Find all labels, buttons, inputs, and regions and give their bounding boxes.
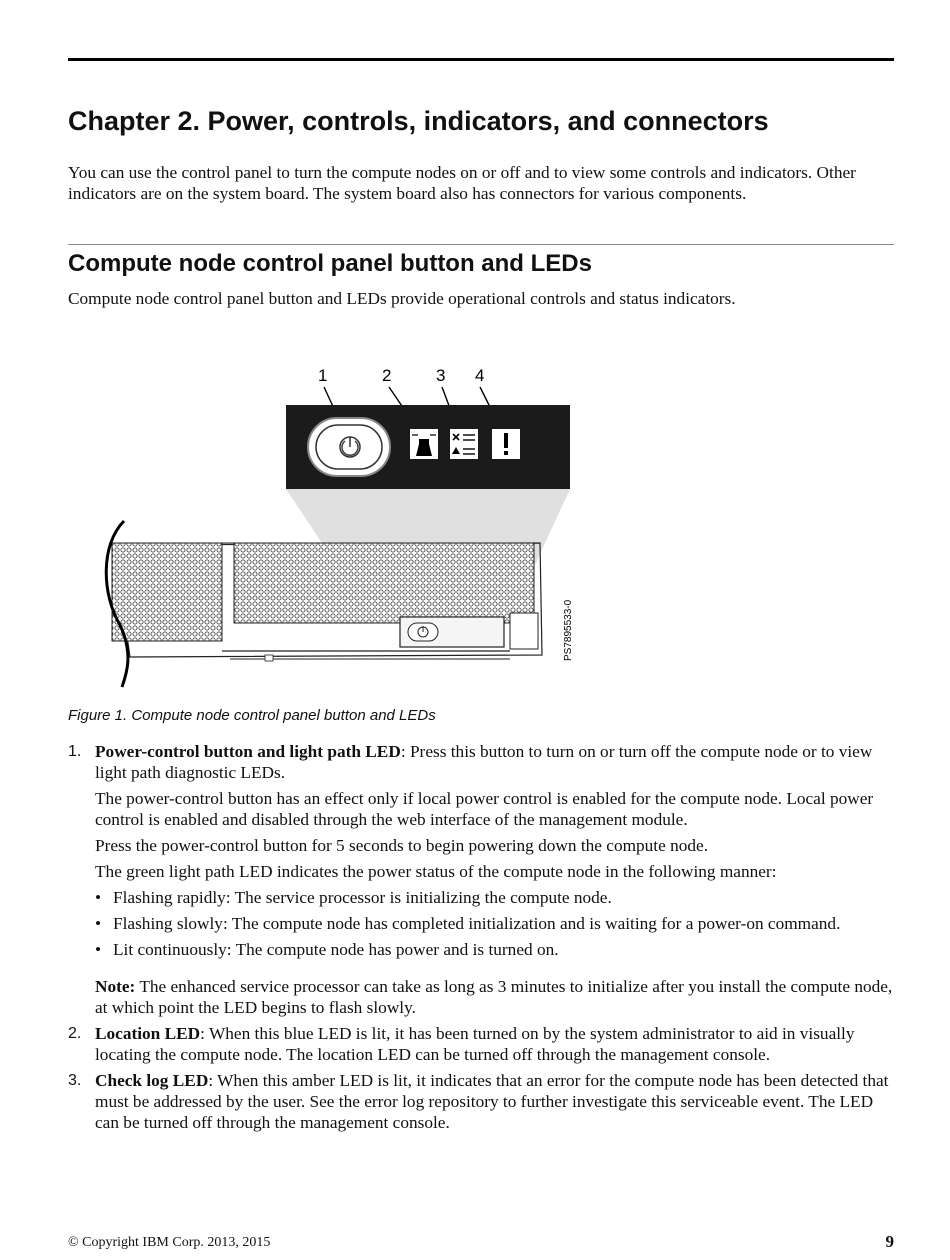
callout-2: 2 bbox=[382, 366, 392, 385]
control-panel-figure bbox=[90, 355, 590, 695]
bullet-item: • Lit continuously: The compute node has power and is turned on. bbox=[95, 940, 559, 959]
footer-copyright: © Copyright IBM Corp. 2013, 2015 bbox=[68, 1235, 271, 1250]
bullet-item: • Flashing slowly: The compute node has completed initialization and is waiting for a power-on command. bbox=[95, 914, 841, 933]
page-number: 9 bbox=[885, 1232, 894, 1251]
section-rule bbox=[68, 244, 894, 245]
item-paragraph: The power-control button has an effect only if local power control is enabled for the compute node. Local power control is enabled and disabled through the web interface of the management module. bbox=[95, 789, 874, 829]
check-log-led-icon bbox=[450, 429, 478, 459]
item-term: Check log LED bbox=[95, 1071, 209, 1090]
list-number: 1. bbox=[68, 743, 82, 760]
chapter-title: Chapter 2. Power, controls, indicators, and connectors bbox=[68, 106, 769, 136]
top-rule bbox=[68, 58, 894, 61]
intro-paragraph: You can use the control panel to turn the compute nodes on or off and to view some controls and indicators. Other indicators are on the system board. The system board also has connectors for various components. bbox=[68, 163, 856, 203]
list-number: 2. bbox=[68, 1025, 82, 1042]
figure-image-id: PS7895533-0 bbox=[563, 599, 574, 661]
item-text: : Press this button to turn on or turn off the compute node or to view light path diagnostic LEDs. bbox=[95, 742, 873, 782]
item-paragraph: The green light path LED indicates the power status of the compute node in the following manner: bbox=[95, 862, 777, 881]
note-paragraph bbox=[95, 976, 894, 1018]
section-description: Compute node control panel button and LEDs provide operational controls and status indicators. bbox=[68, 289, 736, 308]
list-item bbox=[68, 741, 894, 1018]
list-item bbox=[68, 1070, 894, 1133]
item-text: : When this blue LED is lit, it has been turned on by the system administrator to aid in visually locating the compute node. The location LED can be turned off through the management console. bbox=[95, 1024, 855, 1064]
callout-1: 1 bbox=[318, 366, 328, 385]
led-description-list bbox=[68, 741, 894, 1138]
item-term: Power-control button and light path LED bbox=[95, 742, 401, 761]
callout-3: 3 bbox=[436, 366, 446, 385]
note-text: The enhanced service processor can take as long as 3 minutes to initialize after you install the compute node, at which point the LED begins to flash slowly. bbox=[95, 977, 893, 1017]
bullet-item: • Flashing rapidly: The service processor is initializing the compute node. bbox=[95, 888, 612, 907]
status-bullets bbox=[95, 887, 894, 960]
item-text: : When this amber LED is lit, it indicates that an error for the compute node has been detected that must be addressed by the user. See the error log repository to further investigate this serviceable event. The LED can be turned off through the management console. bbox=[95, 1071, 889, 1132]
figure-caption: Figure 1. Compute node control panel button and LEDs bbox=[68, 707, 436, 724]
location-led-icon bbox=[410, 429, 438, 459]
power-button bbox=[308, 418, 390, 476]
item-term: Location LED bbox=[95, 1024, 201, 1043]
note-label: Note: bbox=[95, 977, 136, 996]
callout-4: 4 bbox=[475, 366, 485, 385]
list-item bbox=[68, 1023, 894, 1065]
list-number: 3. bbox=[68, 1072, 82, 1089]
compute-node-chassis bbox=[106, 521, 542, 687]
fault-led-icon bbox=[492, 429, 520, 459]
item-paragraph: Press the power-control button for 5 seconds to begin powering down the compute node. bbox=[95, 836, 709, 855]
section-title: Compute node control panel button and LEDs bbox=[68, 250, 592, 277]
